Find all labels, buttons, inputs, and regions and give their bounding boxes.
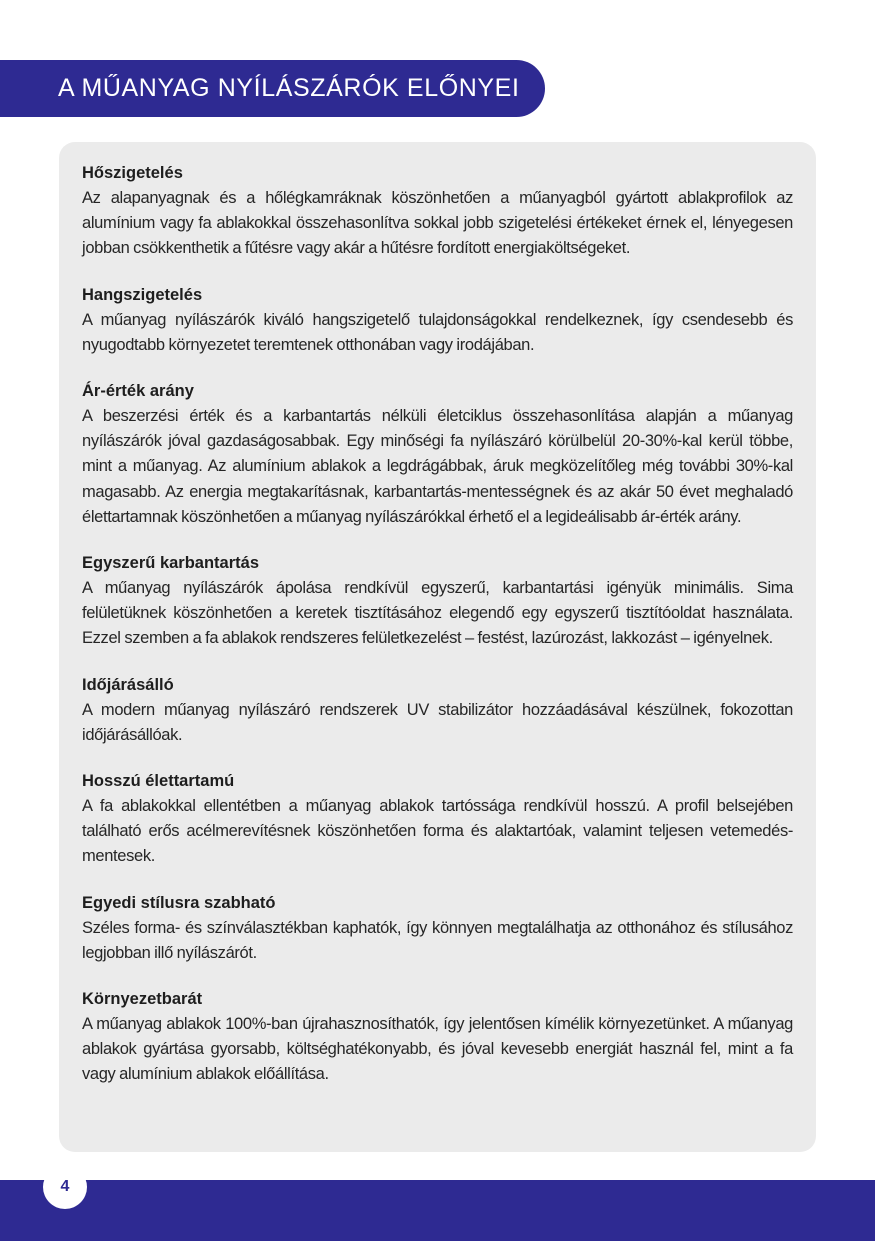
section-ar-ertek-arany (82, 379, 793, 530)
section-heading: Hosszú élettartamú (82, 772, 235, 791)
section-heading: Egyszerű karbantartás (82, 554, 259, 573)
section-egyszeru-karbantartas (82, 551, 793, 652)
section-hangszigeteles (82, 283, 793, 358)
content-panel (59, 142, 816, 1152)
footer-bar (0, 1180, 875, 1241)
section-kornyezetbarat (82, 987, 793, 1088)
title-banner (0, 60, 545, 117)
section-heading: Környezetbarát (82, 990, 203, 1009)
section-body: A modern műanyag nyílászáró rendszerek UV stabilizátor hozzáadásával készülnek, fokozottan időjárásállóak. (82, 700, 793, 744)
page-title: A MŰANYAG NYÍLÁSZÁRÓK ELŐNYEI (58, 74, 520, 102)
section-body: A beszerzési érték és a karbantartás nélküli életciklus összehasonlítása alapján a műanyag nyílászárók jóval gazdaságosabbak. Egy minőségi fa nyílászáró körülbelül 20-30%-kal kerül többe, mint a műanyag. Az alumínium ablakok a legdrágábbak, áruk megközelítőleg még további 30%-kal magasabb. Az energia megtakarításnak, karbantartás-mentességnek és az akár 50 évet meghaladó élettartamnak köszönhetően a műanyag nyílászárókkal érhető el a legideálisabb ár-érték arány. (82, 407, 793, 526)
section-heading: Hőszigetelés (82, 164, 183, 182)
section-body: A műanyag nyílászárók ápolása rendkívül egyszerű, karbantartási igényük minimális. Sima felületüknek köszönhetően a keretek tisztításához elegendő egy egyszerű tisztítóoldat használata. Ezzel szemben a fa ablakok rendszeres felületkezelést – festést, lazúrozást, lakkozást – igényelnek. (82, 579, 793, 648)
page-number: 4 (43, 1165, 87, 1209)
section-body: Széles forma- és színválasztékban kaphatók, így könnyen megtalálhatja az otthonához és stílusához legjobban illő nyílászárót. (82, 918, 793, 962)
section-idojarasallo (82, 673, 793, 748)
section-egyedi-stilus (82, 891, 793, 966)
section-heading: Egyedi stílusra szabható (82, 893, 276, 912)
section-hosszu-elettartamu (82, 769, 793, 870)
section-body: A műanyag nyílászárók kiváló hangszigetelő tulajdonságokkal rendelkeznek, így csendesebb és nyugodtabb környezetet teremtenek otthonában vagy irodájában. (82, 310, 793, 354)
section-body: A fa ablakokkal ellentétben a műanyag ablakok tartóssága rendkívül hosszú. A profil belsejében található erős acélmerevítésnek köszönhetően forma és alaktartóak, valamint teljesen vetemedés-mentesek. (82, 797, 793, 866)
section-heading: Időjárásálló (82, 675, 174, 694)
section-hoszigeteles (82, 161, 793, 262)
section-heading: Ár-érték arány (82, 382, 194, 401)
section-body: Az alapanyagnak és a hőlégkamráknak köszönhetően a műanyagból gyártott ablakprofilok az alumínium vagy fa ablakokkal összehasonlítva sokkal jobb szigetelési értékeket érnek el, lényegesen jobban csökkenthetik a fűtésre vagy akár a hűtésre fordított energiaköltségeket. (82, 189, 793, 258)
section-heading: Hangszigetelés (82, 285, 203, 304)
section-body: A műanyag ablakok 100%-ban újrahasznosíthatók, így jelentősen kímélik környezetünket. A műanyag ablakok gyártása gyorsabb, költséghatékonyabb, és jóval kevesebb energiát használ fel, mint a fa vagy alumínium ablakok előállítása. (82, 1015, 793, 1084)
